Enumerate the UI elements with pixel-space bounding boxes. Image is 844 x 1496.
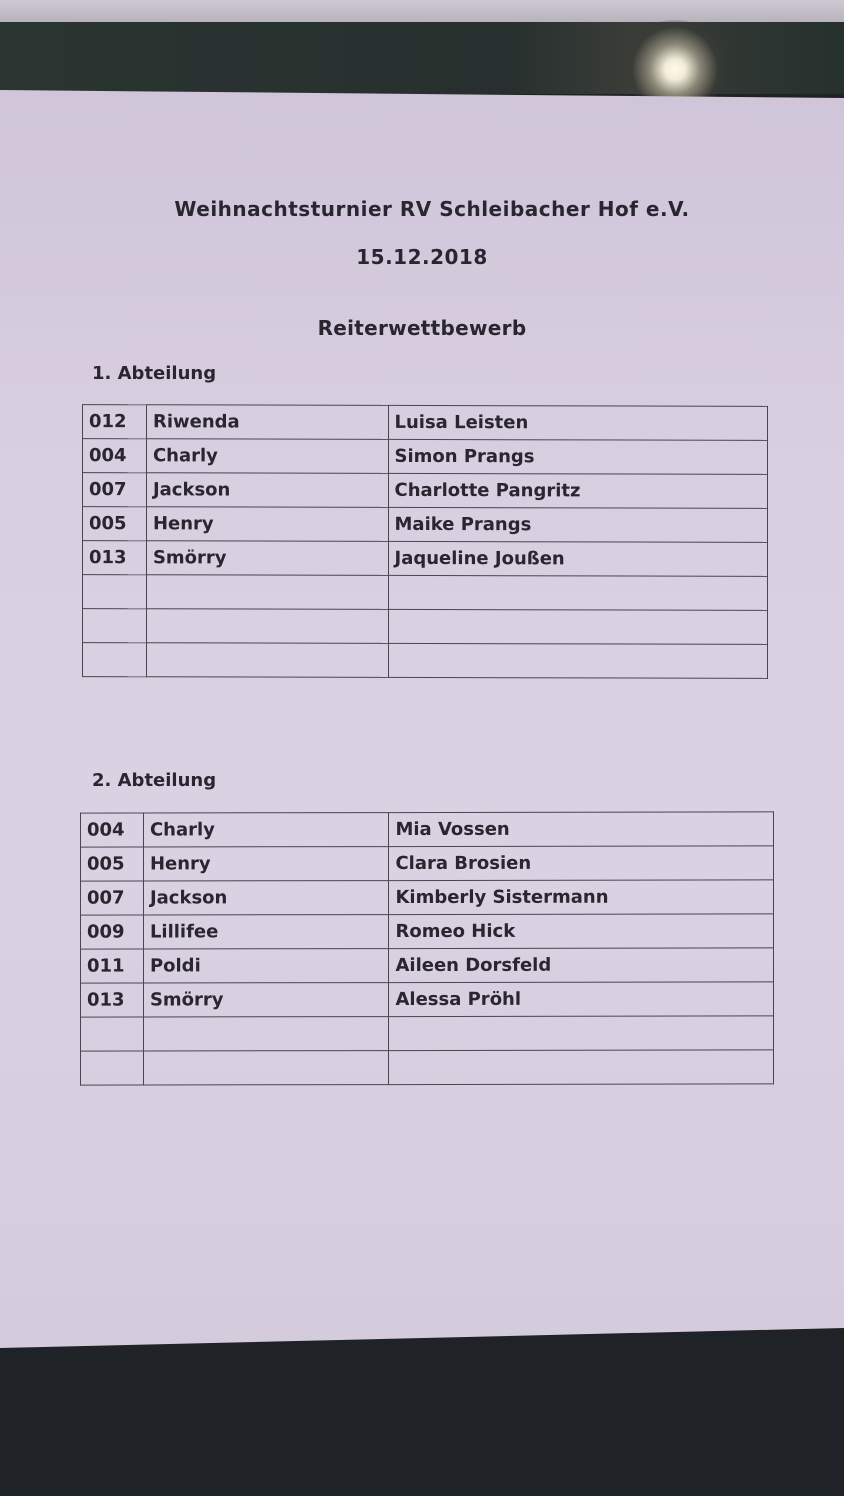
horse-name-cell: Charly bbox=[143, 813, 389, 847]
start-number-cell: 005 bbox=[83, 507, 147, 541]
rider-name-cell: Jaqueline Joußen bbox=[388, 541, 767, 576]
rider-name-cell: Romeo Hick bbox=[389, 914, 774, 949]
table-row bbox=[81, 982, 774, 1017]
paper-sheet bbox=[0, 90, 844, 1348]
start-number-cell: 012 bbox=[83, 405, 147, 439]
table-row bbox=[83, 575, 768, 611]
horse-name-cell: Jackson bbox=[143, 881, 389, 915]
start-number-cell: 011 bbox=[81, 949, 144, 983]
section-1-table bbox=[82, 404, 768, 679]
horse-name-cell: Charly bbox=[146, 439, 388, 474]
horse-name-cell bbox=[146, 643, 388, 678]
horse-name-cell: Jackson bbox=[146, 473, 388, 508]
background-top-strip bbox=[0, 0, 844, 22]
start-number-cell: 004 bbox=[83, 439, 147, 473]
table-row bbox=[81, 948, 774, 983]
start-number-cell: 013 bbox=[83, 541, 147, 575]
rider-name-cell: Charlotte Pangritz bbox=[388, 473, 767, 508]
start-number-cell: 009 bbox=[81, 915, 144, 949]
horse-name-cell bbox=[146, 609, 388, 644]
competition-heading: Reiterwettbewerb bbox=[317, 316, 527, 340]
table-row bbox=[81, 812, 774, 847]
rider-name-cell: Mia Vossen bbox=[389, 812, 774, 847]
horse-name-cell: Smörry bbox=[143, 983, 389, 1017]
section-2-label: 2. Abteilung bbox=[92, 770, 217, 791]
horse-name-cell: Poldi bbox=[143, 949, 389, 983]
horse-name-cell: Riwenda bbox=[146, 405, 388, 440]
table-row bbox=[81, 1016, 774, 1051]
section-2-table bbox=[80, 811, 774, 1085]
start-number-cell bbox=[83, 643, 147, 677]
start-number-cell: 005 bbox=[81, 847, 144, 881]
table-row bbox=[83, 643, 768, 679]
rider-name-cell: Alessa Pröhl bbox=[389, 982, 774, 1017]
rider-name-cell: Aileen Dorsfeld bbox=[389, 948, 774, 983]
horse-name-cell: Henry bbox=[143, 847, 389, 881]
start-number-cell bbox=[81, 1017, 144, 1051]
background-bottom bbox=[0, 1348, 844, 1496]
rider-name-cell: Simon Prangs bbox=[388, 439, 767, 474]
table-row bbox=[83, 541, 768, 577]
start-number-cell bbox=[83, 609, 147, 643]
rider-name-cell: Kimberly Sistermann bbox=[389, 880, 774, 915]
table-row bbox=[83, 473, 768, 509]
rider-name-cell bbox=[389, 1050, 774, 1085]
table-row bbox=[81, 880, 774, 915]
table-row bbox=[83, 405, 768, 441]
horse-name-cell bbox=[143, 1051, 389, 1085]
rider-name-cell bbox=[388, 609, 767, 644]
rider-name-cell: Luisa Leisten bbox=[388, 405, 767, 440]
table-row bbox=[81, 1050, 774, 1085]
rider-name-cell: Maike Prangs bbox=[388, 507, 767, 542]
document-title: Weihnachtsturnier RV Schleibacher Hof e.V. bbox=[174, 197, 690, 221]
table-row bbox=[81, 846, 774, 881]
table-row bbox=[81, 914, 774, 949]
start-number-cell bbox=[81, 1051, 144, 1085]
horse-name-cell bbox=[143, 1017, 389, 1051]
table-row bbox=[83, 439, 768, 475]
start-number-cell: 013 bbox=[81, 983, 144, 1017]
start-number-cell: 007 bbox=[81, 881, 144, 915]
rider-name-cell bbox=[388, 575, 767, 610]
start-number-cell: 007 bbox=[83, 473, 147, 507]
start-number-cell bbox=[83, 575, 147, 609]
horse-name-cell: Lillifee bbox=[143, 915, 389, 949]
rider-name-cell: Clara Brosien bbox=[389, 846, 774, 881]
horse-name-cell: Henry bbox=[146, 507, 388, 542]
horse-name-cell bbox=[146, 575, 388, 610]
start-number-cell: 004 bbox=[81, 813, 144, 847]
table-row bbox=[83, 609, 768, 645]
table-row bbox=[83, 507, 768, 543]
rider-name-cell bbox=[389, 1016, 774, 1051]
section-1-label: 1. Abteilung bbox=[92, 363, 217, 384]
document-date: 15.12.2018 bbox=[356, 245, 488, 269]
horse-name-cell: Smörry bbox=[146, 541, 388, 576]
rider-name-cell bbox=[388, 643, 767, 678]
